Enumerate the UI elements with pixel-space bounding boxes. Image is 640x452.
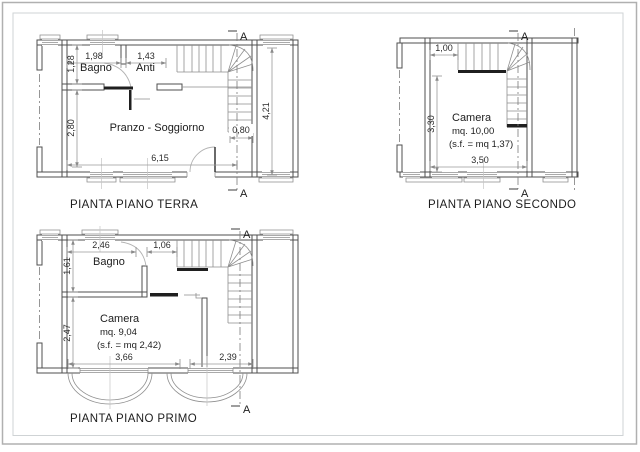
walls bbox=[37, 235, 298, 373]
section-ticks bbox=[228, 31, 237, 190]
room-label-camera: Camera bbox=[452, 112, 492, 124]
stair bbox=[177, 240, 253, 323]
room-label-anti: Anti bbox=[136, 62, 155, 74]
section-label-top: A bbox=[243, 229, 251, 241]
dim-text: 3,50 bbox=[471, 155, 489, 165]
dim-text: 1,61 bbox=[62, 257, 72, 275]
dim-text: 2,80 bbox=[66, 119, 76, 137]
dim-text: 1,06 bbox=[153, 240, 171, 250]
dim-text: 2,47 bbox=[62, 324, 72, 342]
bagno-door-leaf bbox=[104, 87, 133, 111]
dim-text: 1,00 bbox=[435, 43, 453, 53]
plan-title: PIANTA PIANO TERRA bbox=[70, 199, 199, 211]
plan-secondo bbox=[397, 28, 578, 211]
plan-terra bbox=[37, 30, 298, 211]
section-label-bottom: A bbox=[240, 188, 248, 200]
section-ticks bbox=[509, 31, 518, 189]
dim-text: 0,80 bbox=[232, 125, 250, 135]
section-label-bottom: A bbox=[243, 404, 251, 416]
section-ticks bbox=[231, 229, 240, 406]
room-area-sf: (s.f. = mq 1,37) bbox=[449, 139, 514, 150]
room-area: mq. 9,04 bbox=[100, 327, 137, 338]
plan-title: PIANTA PIANO PRIMO bbox=[70, 413, 198, 425]
room-area-sf: (s.f. = mq 2,42) bbox=[97, 340, 162, 351]
room-area: mq. 10,00 bbox=[452, 126, 495, 137]
room-label-camera: Camera bbox=[100, 313, 140, 325]
plan-title: PIANTA PIANO SECONDO bbox=[428, 199, 577, 211]
section-label-top: A bbox=[521, 31, 529, 43]
plan-primo bbox=[37, 226, 298, 425]
door-leaves bbox=[150, 268, 208, 297]
room-label-pranzo: Pranzo - Soggiorno bbox=[109, 122, 205, 134]
dim-text: 1,28 bbox=[66, 55, 76, 73]
dim-text: 6,15 bbox=[151, 153, 169, 163]
dim-text: 3,66 bbox=[115, 352, 133, 362]
balconies bbox=[68, 373, 247, 404]
section-label-top: A bbox=[240, 31, 248, 43]
dim-text: 1,98 bbox=[85, 51, 103, 61]
section-line bbox=[40, 231, 241, 404]
room-label-bagno: Bagno bbox=[80, 62, 112, 74]
dim-text: 3,30 bbox=[426, 115, 436, 133]
dim-text: 4,21 bbox=[261, 102, 271, 120]
section-label-bottom: A bbox=[521, 188, 529, 200]
dim-text: 2,39 bbox=[219, 352, 237, 362]
room-label-bagno: Bagno bbox=[93, 256, 125, 268]
dim-text: 2,46 bbox=[92, 240, 110, 250]
dim-text: 1,43 bbox=[137, 51, 155, 61]
